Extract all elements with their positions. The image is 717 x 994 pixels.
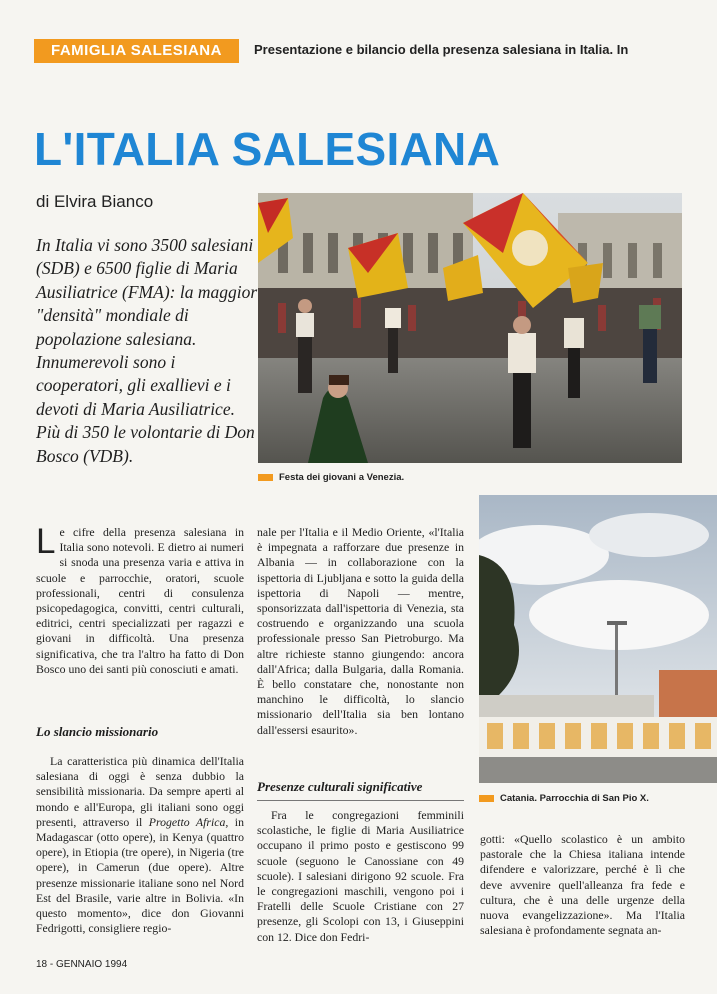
byline: di Elvira Bianco xyxy=(36,192,154,211)
paragraph-text: La caratteristica più dinamica dell'Italia salesiana di oggi è senza dubbio la sensibilità missionaria. Da sempre aperti al mondo e all'Europa, gli italiani sono oggi presenti, attraverso il xyxy=(36,754,244,829)
caption-text: Festa dei giovani a Venezia. xyxy=(279,472,405,483)
project-name: Progetto Africa, xyxy=(148,814,229,829)
body-paragraph xyxy=(36,754,244,936)
body-column-1-continued xyxy=(36,754,244,936)
photo-caption-catania xyxy=(479,793,649,804)
subheading-missionario: Lo slancio missionario xyxy=(36,724,159,739)
kicker-text: Presentazione e bilancio della presenza salesiana in Italia. In xyxy=(254,42,629,57)
catania-parish-photo xyxy=(479,495,717,783)
body-column-2-continued xyxy=(257,808,464,945)
body-paragraph: gotti: «Quello scolastico è un ambito pastorale che la Chiesa italiana intende difendere e valorizzare, perché è lì che deve avvenire quell'alleanza fra fede e cultura, che è una delle urgenze della nuova evangelizzazione». Ma l'Italia salesiana è profondamente segnata an- xyxy=(480,832,685,938)
drop-cap: L xyxy=(36,522,56,561)
paragraph-text: in Madagascar (otto opere), in Kenya (quattro opere), in Etiopia (tre opere), in Nigeria (tre opere), in Camerun (due opere). Altre presenze missionarie italiane sono nel Nord Est del Brasile, varie altre in Bolivia. «In questo momento», dice don Giovanni Fedrigotti, consigliere regio- xyxy=(36,814,244,936)
caption-marker xyxy=(258,474,273,481)
body-paragraph: Fra le congregazioni femminili scolastiche, le figlie di Maria Ausiliatrice occupano il primo posto e gestiscono 99 scuole (seguono le Canossiane con 49 scuole). I salesiani dirigono 92 scuole. Fra le congregazioni maschili, vengono poi i Fratelli delle Scuole Cristiane con 27 presenze, gli Scolopi con 13, i Giuseppini con 12. Dice don Fedri- xyxy=(257,808,464,944)
section-rubric: FAMIGLIA SALESIANA xyxy=(34,39,239,63)
intro-paragraph: Più di 350 le volontarie di Don Bosco (VDB). xyxy=(36,422,255,466)
venice-festival-photo xyxy=(258,193,682,463)
body-column-3 xyxy=(480,832,685,938)
intro-paragraph: Innumerevoli sono i cooperatori, gli exallievi e i devoti di Maria Ausiliatrice. xyxy=(36,352,235,419)
body-paragraph: nale per l'Italia e il Medio Oriente, «l'Italia è impegnata a rafforzare due presenze in Albania — in collaborazione con la ispettoria di Ljubljana e sotto la guida della ispettoria di Napoli — mentre, sponsorizzata dall'ispettoria di Venezia, sta costruendo e organizzando una scuola professionale presso San Pietroburgo. Ma altre richieste stanno giungendo: ancora dall'Africa; dalla Bulgaria, dalla Romania. È bello constatare che, nonostante non manchino le difficoltà, lo slancio missionario dell'Italia sia ben lontano dall'essersi esaurito». xyxy=(257,525,464,737)
paragraph-text: e cifre della presenza salesiana in Italia sono notevoli. E dietro ai numeri si snoda una presenza varia e attiva in scuole e parrocchie, oratori, scuole professionali, centri di consulenza psicopedagogica, convitti, centri culturali, editrici, centri specializzati per ragazzi e giovani in difficoltà. Una presenza significativa, che tra l'altro ha fatto di Don Bosco uno dei santi più conosciuti e amati. xyxy=(36,525,244,676)
subheading-culturali: Presenze culturali significative xyxy=(257,779,423,794)
page-folio: 18 - GENNAIO 1994 xyxy=(36,959,128,970)
body-column-1 xyxy=(36,522,244,677)
intro-paragraph: In Italia vi sono 3500 salesiani (SDB) e 6500 figlie di Maria Ausiliatrice (FMA): la maggior "densità" mondiale di popolazione salesiana. xyxy=(36,235,258,349)
intro-text xyxy=(36,234,258,468)
caption-marker xyxy=(479,795,494,802)
photo-caption-venice xyxy=(258,472,404,483)
body-paragraph xyxy=(36,522,244,677)
caption-text: Catania. Parrocchia di San Pio X. xyxy=(500,793,649,804)
body-column-2 xyxy=(257,525,464,738)
subheading-rule xyxy=(257,800,464,801)
article-title: L'ITALIA SALESIANA xyxy=(34,123,501,175)
